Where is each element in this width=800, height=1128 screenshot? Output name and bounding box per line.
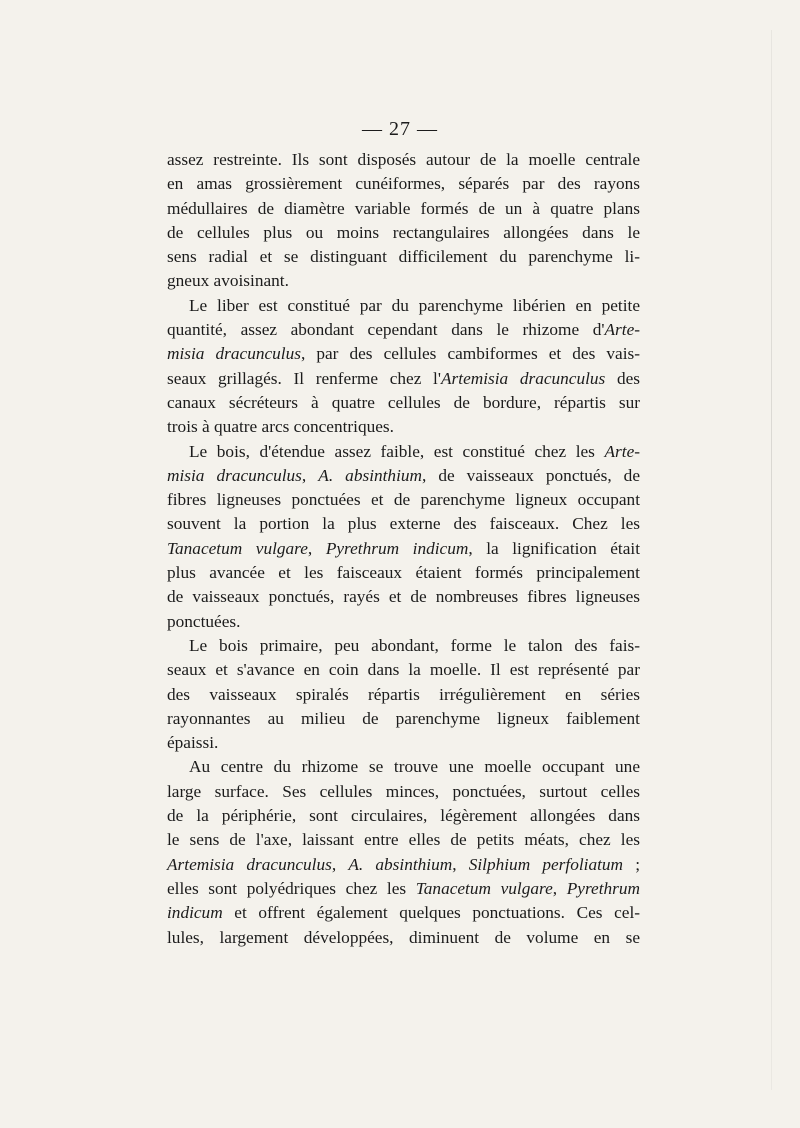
- text-line: lules, largement développées, diminuent de volume en se: [167, 927, 640, 947]
- text-line: de la périphérie, sont circulaires, légèrement allongées dans: [167, 806, 640, 826]
- text-line: seaux et s'avance en coin dans la moelle. Il est représenté par: [167, 660, 640, 680]
- text-line: quantité, assez abondant cependant dans le rhizome d'Arte-: [167, 320, 640, 340]
- text-line: large surface. Ses cellules minces, ponctuées, surtout celles: [167, 781, 640, 801]
- text-line: seaux grillagés. Il renferme chez l'Artemisia dracunculus des: [167, 368, 640, 388]
- text-line: Artemisia dracunculus, A. absinthium, Silphium perfoliatum ;: [167, 854, 641, 874]
- text-line: de cellules plus ou moins rectangulaires allongées dans le: [167, 222, 640, 242]
- text-line: ponctuées.: [167, 611, 241, 631]
- text-line: Le bois, d'étendue assez faible, est constitué chez les Arte-: [189, 441, 640, 461]
- text-line: le sens de l'axe, laissant entre elles de petits méats, chez les: [167, 830, 640, 850]
- text-line: Le bois primaire, peu abondant, forme le talon des fais-: [189, 635, 640, 655]
- text-line: Au centre du rhizome se trouve une moelle occupant une: [189, 757, 640, 777]
- page-number: — 27 —: [362, 118, 438, 140]
- text-line: elles sont polyédriques chez les Tanacetum vulgare, Pyrethrum: [167, 878, 640, 898]
- text-line: en amas grossièrement cunéiformes, séparés par des rayons: [167, 174, 640, 194]
- text-line: de vaisseaux ponctués, rayés et de nombreuses fibres ligneuses: [167, 587, 640, 607]
- text-line: misia dracunculus, A. absinthium, de vaisseaux ponctués, de: [167, 465, 640, 485]
- text-line: souvent la portion la plus externe des faisceaux. Chez les: [167, 514, 640, 534]
- text-line: trois à quatre arcs concentriques.: [167, 417, 394, 437]
- page-edge-line: [771, 30, 772, 1090]
- text-line: indicum et offrent également quelques ponctuations. Ces cel-: [167, 903, 640, 923]
- text-line: Le liber est constitué par du parenchyme libérien en petite: [189, 295, 640, 315]
- text-line: assez restreinte. Ils sont disposés autour de la moelle centrale: [167, 150, 640, 169]
- text-line: des vaisseaux spiralés répartis irrégulièrement en séries: [167, 684, 640, 704]
- text-line: rayonnantes au milieu de parenchyme ligneux faiblement: [167, 708, 640, 728]
- body-text: [167, 148, 640, 950]
- text-line: plus avancée et les faisceaux étaient formés principalement: [167, 563, 640, 583]
- text-line: gneux avoisinant.: [167, 271, 289, 291]
- text-line: misia dracunculus, par des cellules cambiformes et des vais-: [167, 344, 640, 364]
- text-line: épaissi.: [167, 733, 219, 753]
- text-line: Tanacetum vulgare, Pyrethrum indicum, la lignification était: [167, 538, 641, 558]
- text-line: canaux sécréteurs à quatre cellules de bordure, répartis sur: [167, 392, 640, 412]
- text-line: médullaires de diamètre variable formés de un à quatre plans: [167, 198, 640, 218]
- text-line: sens radial et se distinguant difficilement du parenchyme li-: [167, 247, 640, 267]
- text-line: fibres ligneuses ponctuées et de parenchyme ligneux occupant: [167, 490, 640, 510]
